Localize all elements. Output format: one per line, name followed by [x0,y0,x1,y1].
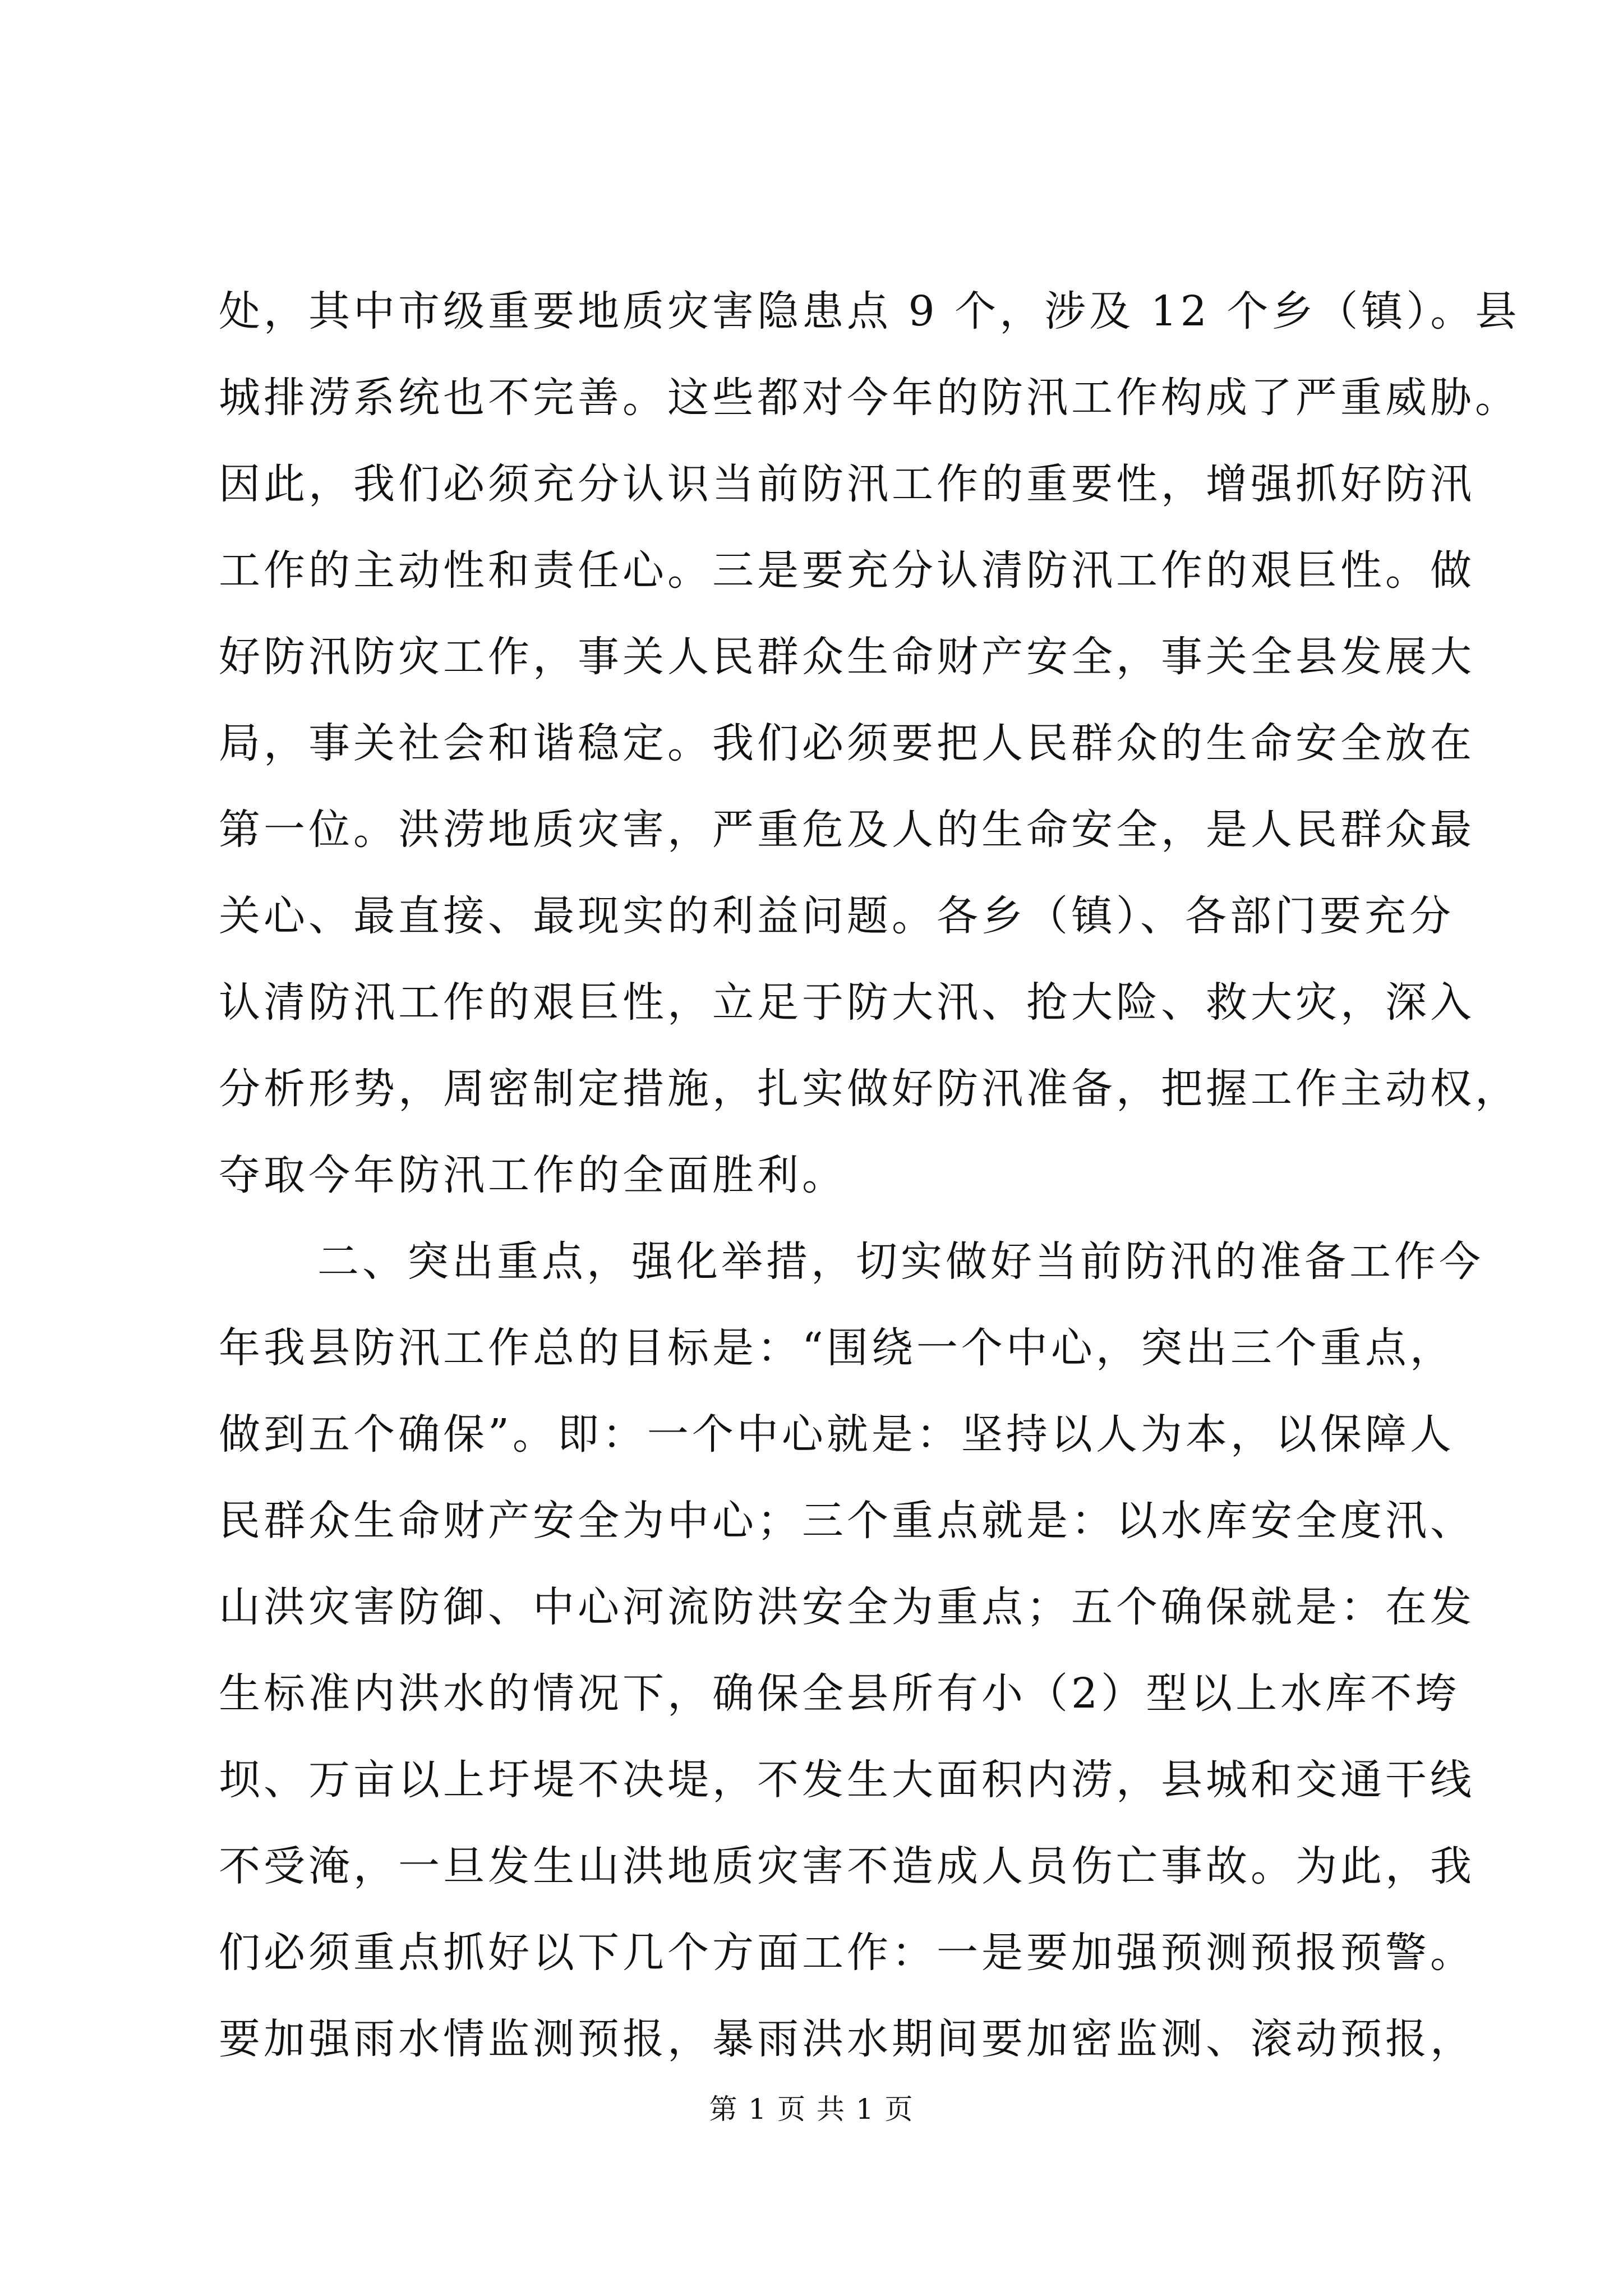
text-line: 关心、最直接、最现实的利益问题。各乡（镇）、各部门要充分 [219,892,1454,940]
page-footer [0,2087,1623,2127]
text-line: 年我县防汛工作总的目标是：“围绕一个中心，突出三个重点， [219,1324,1455,1372]
page-number-label: 第 1 页 共 1 页 [709,2093,914,2125]
text-line: 夺取今年防汛工作的全面胜利。 [219,1151,847,1199]
text-line: 局，事关社会和谐稳定。我们必须要把人民群众的生命安全放在 [219,719,1475,767]
text-line: 第一位。洪涝地质灾害，严重危及人的生命安全，是人民群众最 [219,806,1475,854]
text-line: 坝、万亩以上圩堤不决堤，不发生大面积内涝，县城和交通干线 [219,1756,1475,1804]
text-line: 生标准内洪水的情况下，确保全县所有小（2）型以上水库不垮 [219,1669,1460,1718]
text-line: 不受淹，一旦发生山洪地质灾害不造成人员伤亡事故。为此，我 [219,1842,1475,1890]
document-body [219,268,1520,2082]
text-line: 民群众生命财产安全为中心；三个重点就是：以水库安全度汛、 [219,1497,1475,1545]
text-line: 因此，我们必须充分认识当前防汛工作的重要性，增强抓好防汛 [219,460,1475,508]
text-line: 好防汛防灾工作，事关人民群众生命财产安全，事关全县发展大 [219,633,1475,681]
text-line: 认清防汛工作的艰巨性，立足于防大汛、抢大险、救大灾，深入 [219,978,1475,1027]
text-line: 做到五个确保”。即：一个中心就是：坚持以人为本，以保障人 [219,1410,1455,1458]
text-line: 城排涝系统也不完善。这些都对今年的防汛工作构成了严重威胁。 [219,374,1520,422]
text-line: 处，其中市级重要地质灾害隐患点 9 个，涉及 12 个乡（镇）。县 [219,287,1520,335]
section-heading-line: 二、突出重点，强化举措，切实做好当前防汛的准备工作今 [317,1237,1484,1286]
text-line: 要加强雨水情监测预报，暴雨洪水期间要加密监测、滚动预报， [219,2015,1475,2063]
text-line: 山洪灾害防御、中心河流防洪安全为重点；五个确保就是：在发 [219,1583,1475,1631]
text-line: 工作的主动性和责任心。三是要充分认清防汛工作的艰巨性。做 [219,546,1475,595]
text-line: 们必须重点抓好以下几个方面工作：一是要加强预测预报预警。 [219,1929,1475,1977]
text-line: 分析形势，周密制定措施，扎实做好防汛准备，把握工作主动权， [219,1065,1520,1113]
